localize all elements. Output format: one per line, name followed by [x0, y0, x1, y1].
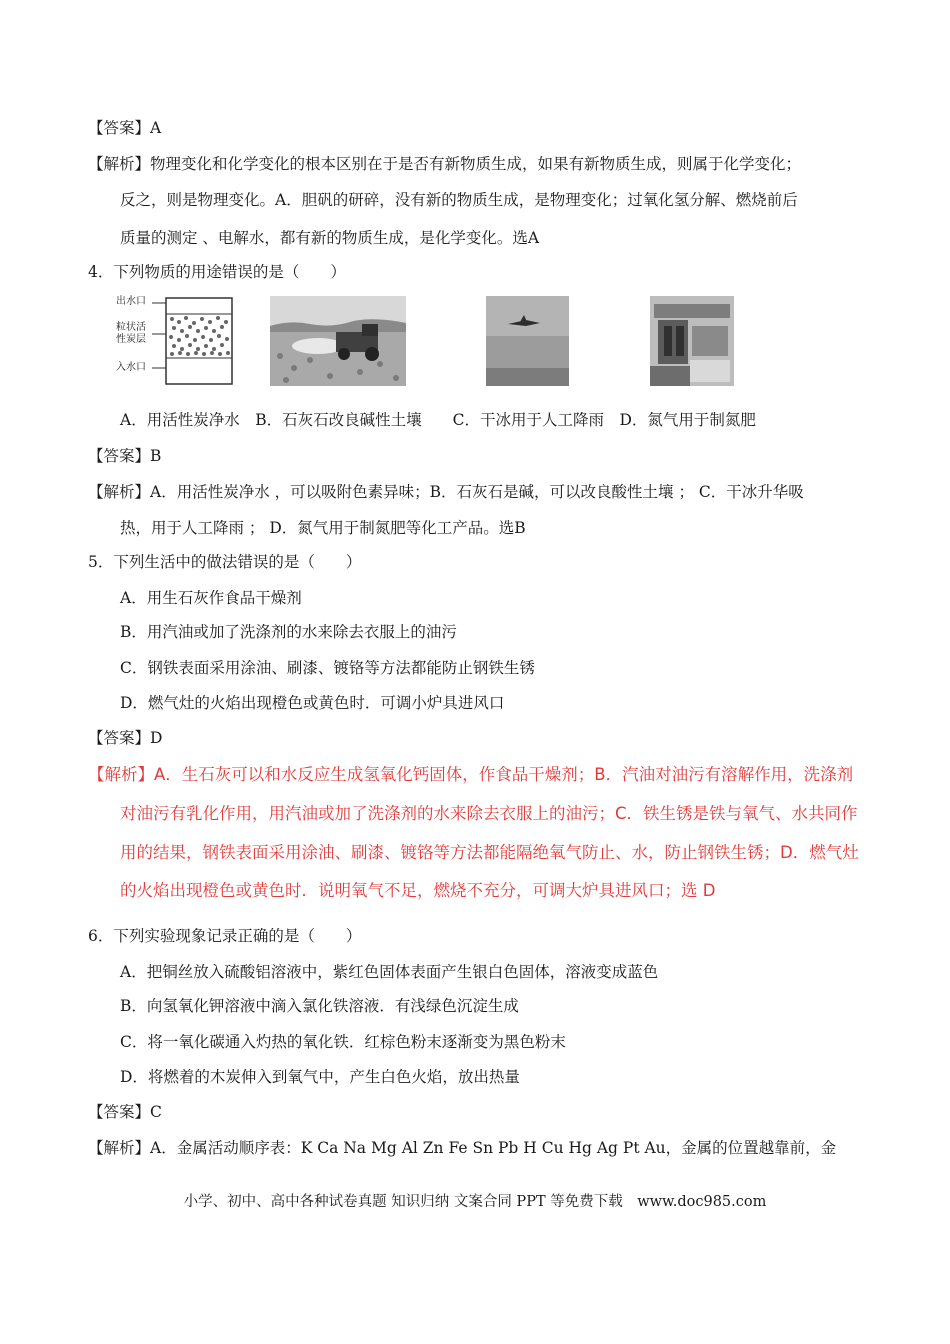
q4-stem: 4．下列物质的用途错误的是（ ）: [88, 263, 346, 281]
answer-value: A: [150, 119, 162, 137]
q5-stem: 5．下列生活中的做法错误的是（ ）: [88, 553, 362, 571]
q5-option-c: C．钢铁表面采用涂油、刷漆、镀铬等方法都能防止钢铁生锈: [120, 659, 535, 677]
q5-analysis-line-4: 的火焰出现橙色或黄色时．说明氧气不足，燃烧不充分，可调大炉具进风口；选 D: [120, 881, 716, 900]
answer-value: D: [150, 729, 163, 747]
analysis-tag: 【解析】: [88, 155, 151, 173]
fertilizer-factory-photo: [650, 296, 734, 386]
q4-options: A．用活性炭净水 B．石灰石改良碱性土壤 C．干冰用于人工降雨 D．氮气用于制氮肥: [120, 411, 756, 429]
q3-analysis-line-3: 质量的测定 、电解水，都有新的物质生成，是化学变化。选A: [120, 229, 540, 247]
q5-answer-row: [88, 728, 162, 748]
q4-answer-row: [88, 446, 161, 466]
q6-option-a: A．把铜丝放入硫酸铝溶液中，紫红色固体表面产生银白色固体，溶液变成蓝色: [120, 963, 659, 981]
q6-stem: 6．下列实验现象记录正确的是（ ）: [88, 927, 362, 945]
carbon-layer-label-2: 性炭层: [116, 334, 146, 345]
answer-value: B: [150, 447, 162, 465]
answer-tag: 【答案】: [88, 1103, 151, 1121]
q5-analysis-line-1: 【解析】A．生石灰可以和水反应生成氢氧化钙固体，作食品干燥剂；B．汽油对油污有溶解作用，洗涤剂: [88, 765, 854, 784]
q6-option-c: C．将一氧化碳通入灼热的氧化铁．红棕色粉末逐渐变为黑色粉末: [120, 1033, 566, 1051]
q5-analysis-line-3: 用的结果，钢铁表面采用涂油、刷漆、镀铬等方法都能隔绝氧气防止、水，防止钢铁生锈；D．燃气灶: [120, 843, 859, 862]
field-tractor-photo: [270, 296, 406, 386]
answer-tag: 【答案】: [88, 729, 151, 747]
answer-value: C: [150, 1103, 162, 1121]
analysis-tag: 【解析】: [88, 483, 151, 501]
analysis-tag: 【解析】: [88, 1139, 151, 1157]
q4-analysis-line-2: 热，用于人工降雨 ； D．氮气用于制氮肥等化工产品。选B: [120, 519, 526, 537]
outlet-label: 出水口: [116, 296, 146, 307]
q5-option-a: A．用生石灰作食品干燥剂: [120, 589, 302, 607]
water-filter-diagram: [116, 294, 236, 386]
analysis-tag: 【解析】: [88, 765, 154, 784]
q6-answer-row: [88, 1102, 162, 1122]
inlet-label: 入水口: [116, 362, 146, 373]
q5-analysis-line-2: 对油污有乳化作用，用汽油或加了洗涤剂的水来除去衣服上的油污；C．铁生锈是铁与氧气、水共同作: [120, 804, 858, 823]
sky-plane-photo: [486, 296, 569, 386]
q3-analysis-line-2: 反之，则是物理变化。A．胆矾的研碎，没有新的物质生成，是物理变化；过氧化氢分解、燃烧前后: [120, 191, 798, 209]
q5-option-d: D．燃气灶的火焰出现橙色或黄色时．可调小炉具进风口: [120, 694, 505, 712]
q5-option-b: B．用汽油或加了洗涤剂的水来除去衣服上的油污: [120, 623, 457, 641]
carbon-layer-label-1: 粒状活: [116, 322, 146, 333]
filter-vessel-icon: [116, 294, 236, 386]
q3-answer-row: [88, 118, 161, 138]
q6-option-b: B．向氢氧化钾溶液中滴入氯化铁溶液．有浅绿色沉淀生成: [120, 997, 519, 1015]
q6-analysis-line-1: 【解析】A．金属活动顺序表：K Ca Na Mg Al Zn Fe Sn Pb H Cu Hg Ag Pt Au，金属的位置越靠前，金: [88, 1139, 837, 1157]
page-footer: 小学、初中、高中各种试卷真题 知识归纳 文案合同 PPT 等免费下载 www.doc985.com: [183, 1194, 767, 1210]
q4-analysis-line-1: 【解析】A．用活性炭净水 ，可以吸附色素异味；B．石灰石是碱，可以改良酸性土壤 ； C．干冰升华吸: [88, 483, 804, 501]
q3-analysis-line-1: 【解析】物理变化和化学变化的根本区别在于是否有新物质生成，如果有新物质生成，则属于化学变化；: [88, 155, 802, 173]
q6-option-d: D．将燃着的木炭伸入到氧气中，产生白色火焰，放出热量: [120, 1068, 520, 1086]
answer-tag: 【答案】: [88, 447, 151, 465]
answer-tag: 【答案】: [88, 119, 151, 137]
